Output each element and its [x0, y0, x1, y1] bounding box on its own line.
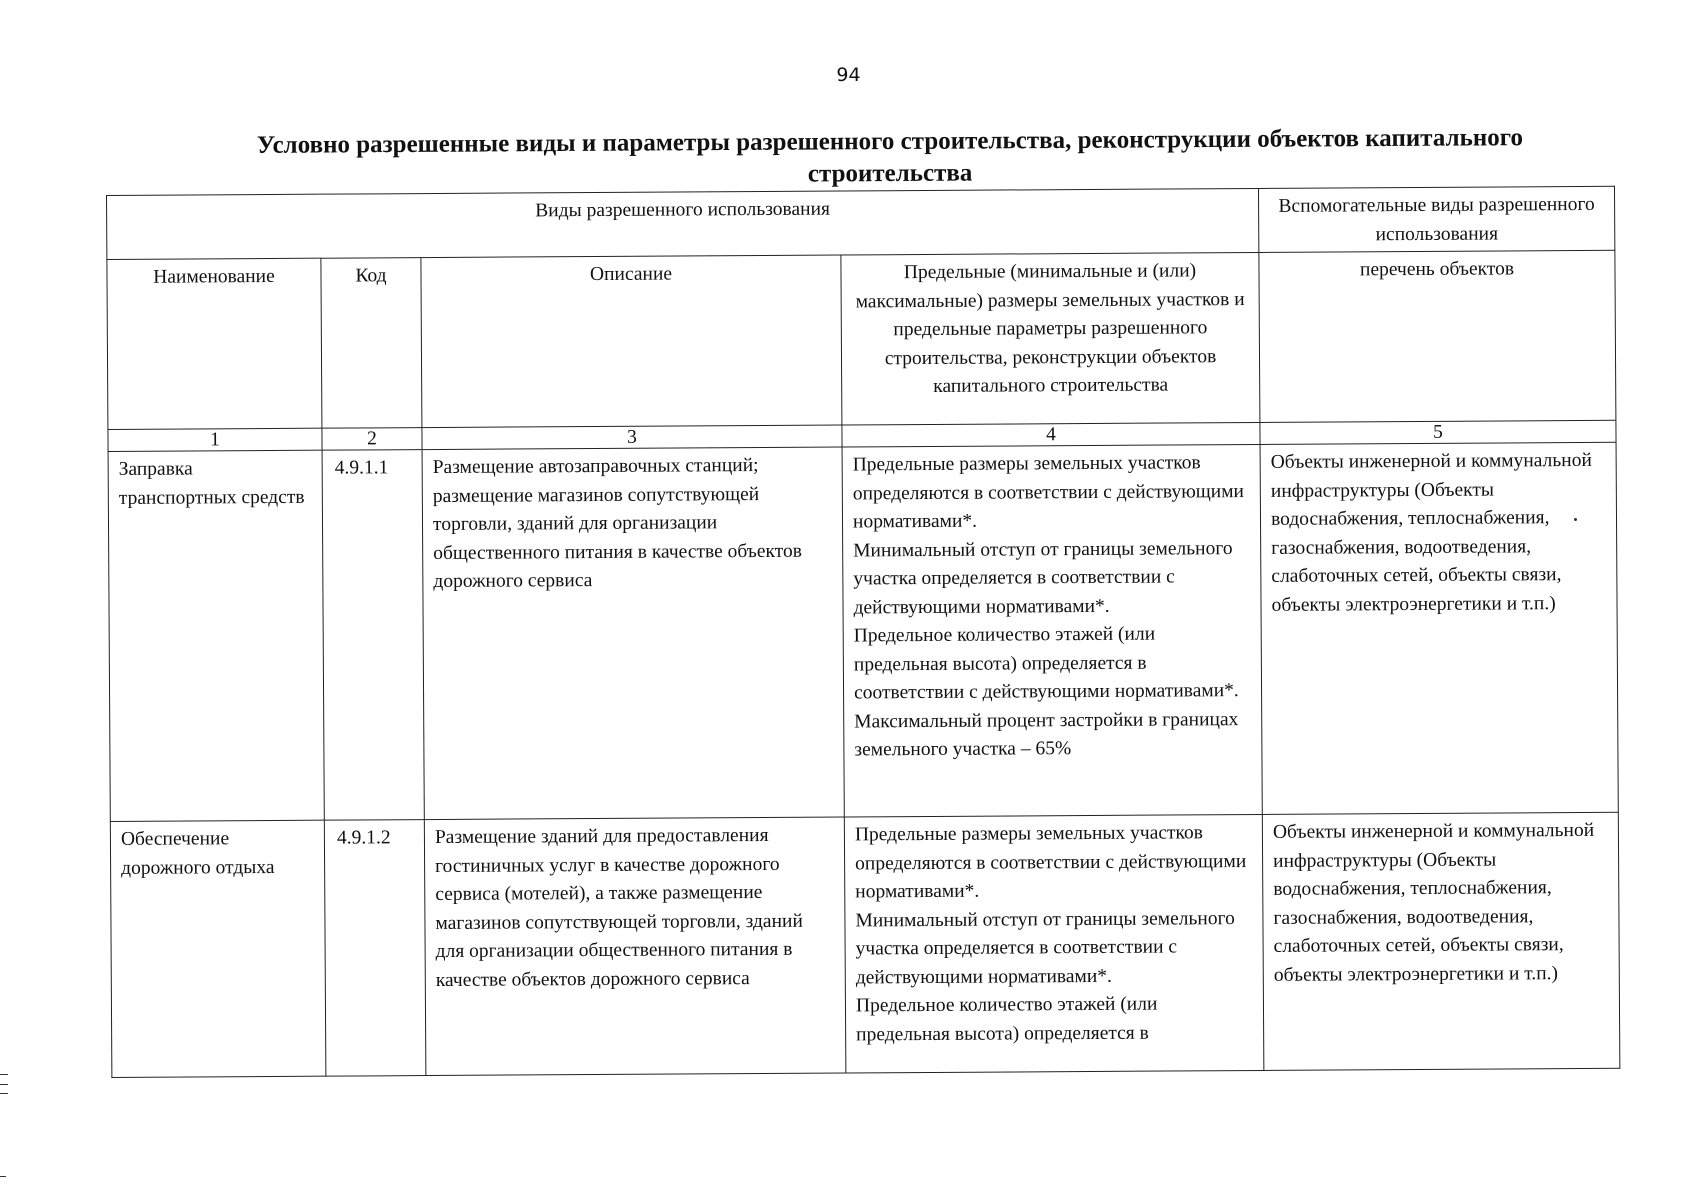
- row-name: Заправка транспортных средств: [108, 450, 324, 821]
- row-description: Размещение зданий для предоставления гостиничных услуг в качестве дорожного сервиса (мотелей), а также размещение магазинов сопутствующей торговли, зданий для организации общественного питания в качестве объектов дорожного сервиса: [424, 817, 846, 1076]
- column-header-aux-objects: перечень объектов: [1259, 250, 1616, 422]
- row-aux-objects: Объекты инженерной и коммунальной инфраструктуры (Объекты водоснабжения, теплоснабжения, газоснабжения, водоотведения, слаботочных сетей, объекты связи, объекты электроэнергетики и т.п.): [1260, 442, 1618, 814]
- column-header-limits: Предельные (минимальные и (или) максимальные) размеры земельных участков и предельные параметры разрешенного строительства, реконструкции объектов капитального строительства: [841, 252, 1260, 425]
- table-row: [110, 812, 1620, 1077]
- row-description: Размещение автозаправочных станций; размещение магазинов сопутствующей торговли, зданий для организации общественного питания в качестве объектов дорожного сервиса: [422, 447, 844, 820]
- column-number: 2: [322, 428, 422, 451]
- row-limits: Предельные размеры земельных участков определяются в соответствии с действующими нормативами*. Минимальный отступ от границы земельного участка определяется в соответствии с действующими нормативами*. Предельное количество этажей (или предельная высота) определяется в: [844, 814, 1264, 1073]
- row-name: Обеспечение дорожного отдыха: [110, 820, 326, 1077]
- page-number: 94: [836, 64, 861, 86]
- permitted-use-table: [106, 186, 1620, 1078]
- table-column-header-row: [107, 250, 1616, 429]
- column-number: 1: [108, 428, 322, 451]
- table-row: [108, 442, 1618, 821]
- document-title: Условно разрешенные виды и параметры разрешенного строительства, реконструкции объектов капитального строительства: [256, 124, 1524, 188]
- group-header-main: Виды разрешенного использования: [107, 188, 1259, 259]
- table-group-header-row: [107, 186, 1615, 259]
- column-header-code: Код: [321, 258, 422, 429]
- row-code: 4.9.1.2: [324, 820, 426, 1077]
- column-header-name: Наименование: [107, 258, 322, 429]
- binding-margin-tick: [0, 1176, 6, 1177]
- column-number: 3: [422, 425, 842, 450]
- binding-margin-marks: [0, 1074, 8, 1094]
- row-aux-objects: Объекты инженерной и коммунальной инфраструктуры (Объекты водоснабжения, теплоснабжения, газоснабжения, водоотведения, слаботочных сетей, объекты связи, объекты электроэнергетики и т.п.): [1262, 812, 1620, 1070]
- group-header-aux: Вспомогательные виды разрешенного использования: [1259, 186, 1615, 252]
- scan-speck: [1574, 518, 1577, 521]
- row-limits: Предельные размеры земельных участков определяются в соответствии с действующими нормативами*. Минимальный отступ от границы земельного участка определяется в соответствии с действующими нормативами*. Предельное количество этажей (или предельная высота) определяется в соответствии с действующими нормативами*. Максимальный процент застройки в границах земельного участка – 65%: [842, 444, 1262, 817]
- column-number: 4: [842, 422, 1260, 447]
- permitted-use-table-container: [106, 186, 1619, 1078]
- column-number: 5: [1260, 420, 1616, 444]
- row-code: 4.9.1.1: [322, 450, 424, 821]
- column-header-description: Описание: [421, 255, 842, 428]
